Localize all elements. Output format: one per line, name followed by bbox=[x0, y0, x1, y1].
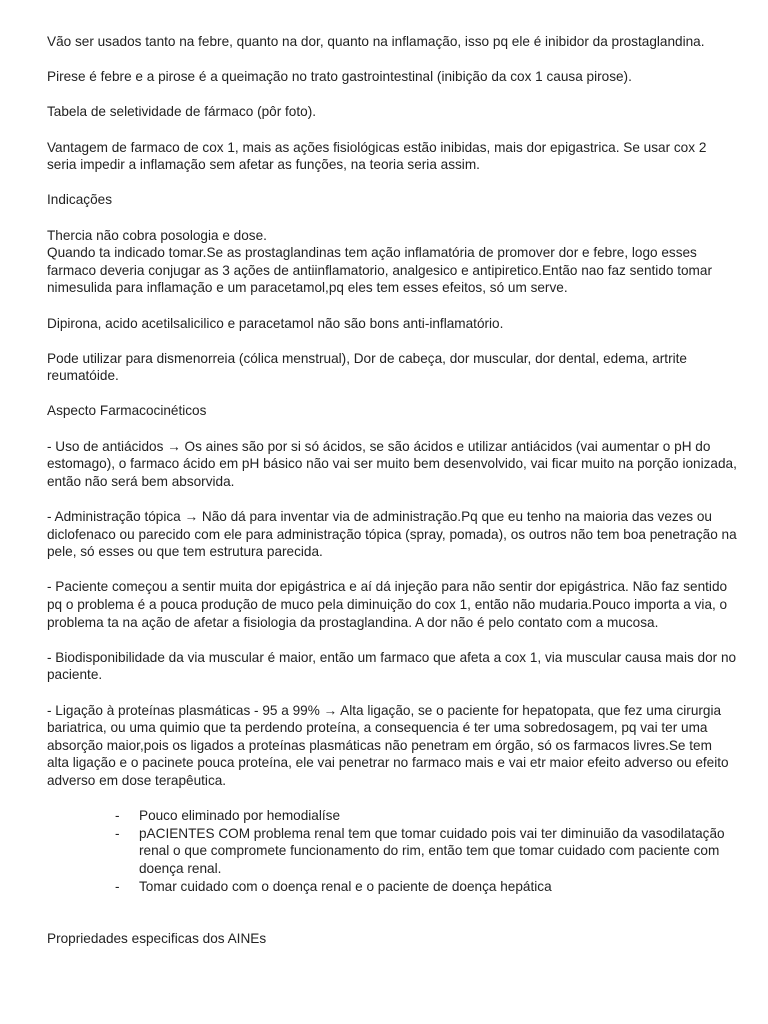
document-page bbox=[47, 33, 737, 965]
list-item-text: pACIENTES COM problema renal tem que tomar cuidado pois vai ter diminuião da vasodilatação renal o que compromete funcionamento do rim, então tem que tomar cuidado com paciente com doença renal. bbox=[139, 825, 725, 876]
paragraph-quando-indicado: Quando ta indicado tomar.Se as prostaglandinas tem ação inflamatória de promover dor e febre, logo esses farmaco deveria conjugar as 3 ações de antiinflamatorio, analgesico e antipiretico.Então nao faz sentido tomar nimesulida para inflamação e um paracetamol,pq eles tem esses efeitos, só um serve. bbox=[47, 245, 712, 296]
list-item-text: Tomar cuidado com o doença renal e o paciente de doença hepática bbox=[139, 878, 552, 894]
indicacoes-block bbox=[47, 227, 737, 297]
bullet-dash: - bbox=[115, 825, 120, 841]
paragraph-inibidor-prostaglandina: Vão ser usados tanto na febre, quanto na dor, quanto na inflamação, isso pq ele é inibidor da prostaglandina. bbox=[47, 34, 705, 49]
paragraph-biodisponibilidade: - Biodisponibilidade da via muscular é maior, então um farmaco que afeta a cox 1, via muscular causa mais dor no paciente. bbox=[47, 649, 737, 683]
paragraph-pirese-pirose: Pirese é febre e a pirose é a queimação no trato gastrointestinal (inibição da cox 1 causa pirose). bbox=[47, 69, 632, 85]
bullet-dash: - bbox=[115, 808, 120, 824]
paragraph-dipirona: Dipirona, acido acetilsalicilico e paracetamol não são bons anti-inflamatório. bbox=[47, 315, 504, 331]
bullet-list bbox=[47, 807, 737, 895]
paragraph-ligacao-proteinas: - Ligação à proteínas plasmáticas - 95 a 99% → Alta ligação, se o paciente for hepatopata, que fez uma cirurgia bariatrica, ou uma quimio que ta perdendo proteína, a consequencia é ter uma sobredosagem, pq vai ter uma absorção maior,pois os ligados a proteínas plasmáticas não penetram em órgão, só os farmacos livres.Se tem alta ligação e o pacinete pouca proteína, ele vai penetrar no farmaco mais e vai etr maior efeito adverso ou efeito adverso em dose terapêutica. bbox=[47, 702, 729, 788]
list-item bbox=[115, 878, 737, 896]
heading-indicacoes: Indicações bbox=[47, 192, 112, 208]
paragraph-posologia: Thercia não cobra posologia e dose. bbox=[47, 227, 267, 243]
paragraph-tabela-seletividade: Tabela de seletividade de fármaco (pôr foto). bbox=[47, 104, 317, 120]
paragraph-dor-epigastrica: - Paciente começou a sentir muita dor epigástrica e aí dá injeção para não sentir dor epigástrica. Não faz sentido pq o problema é a pouca produção de muco pela diminuição do cox 1, então não mudaria.Pouco importa a via, o problema ta na ação de afetar a fisiologia da prostaglandina. A dor não é pelo contato com a mucosa. bbox=[47, 579, 728, 630]
list-item-text: Pouco eliminado por hemodialíse bbox=[139, 808, 341, 824]
paragraph-dismenorreia: Pode utilizar para dismenorreia (cólica menstrual), Dor de cabeça, dor muscular, dor dental, edema, artrite reumatóide. bbox=[47, 350, 687, 384]
heading-propriedades-aines: Propriedades especificas dos AINEs bbox=[47, 931, 267, 947]
paragraph-vantagem-cox: Vantagem de farmaco de cox 1, mais as ações fisiológicas estão inibidas, mais dor epigastrica. Se usar cox 2 seria impedir a inflamação sem afetar as funções, na teoria seria assim. bbox=[47, 139, 707, 173]
list-item bbox=[115, 807, 737, 825]
list-item bbox=[115, 825, 737, 878]
bullet-dash: - bbox=[115, 878, 120, 894]
spacer bbox=[47, 913, 737, 931]
heading-aspecto-farmacocineticos: Aspecto Farmacocinéticos bbox=[47, 403, 207, 419]
paragraph-antiacidos: - Uso de antiácidos → Os aines são por si só ácidos, se são ácidos e utilizar antiácidos (vai aumentar o pH do estomago), o farmaco ácido em pH básico não vai ser muito bem desenvolvido, vai ficar muito na porção ionizada, então não será bem absorvida. bbox=[47, 438, 737, 489]
paragraph-administracao-topica: - Administração tópica → Não dá para inventar via de administração.Pq que eu tenho na maioria das vezes ou diclofenaco ou parecido com ele para administração tópica (spray, pomada), os outros não tem boa penetração na pele, só esses ou que tem estrutura parecida. bbox=[47, 509, 737, 560]
